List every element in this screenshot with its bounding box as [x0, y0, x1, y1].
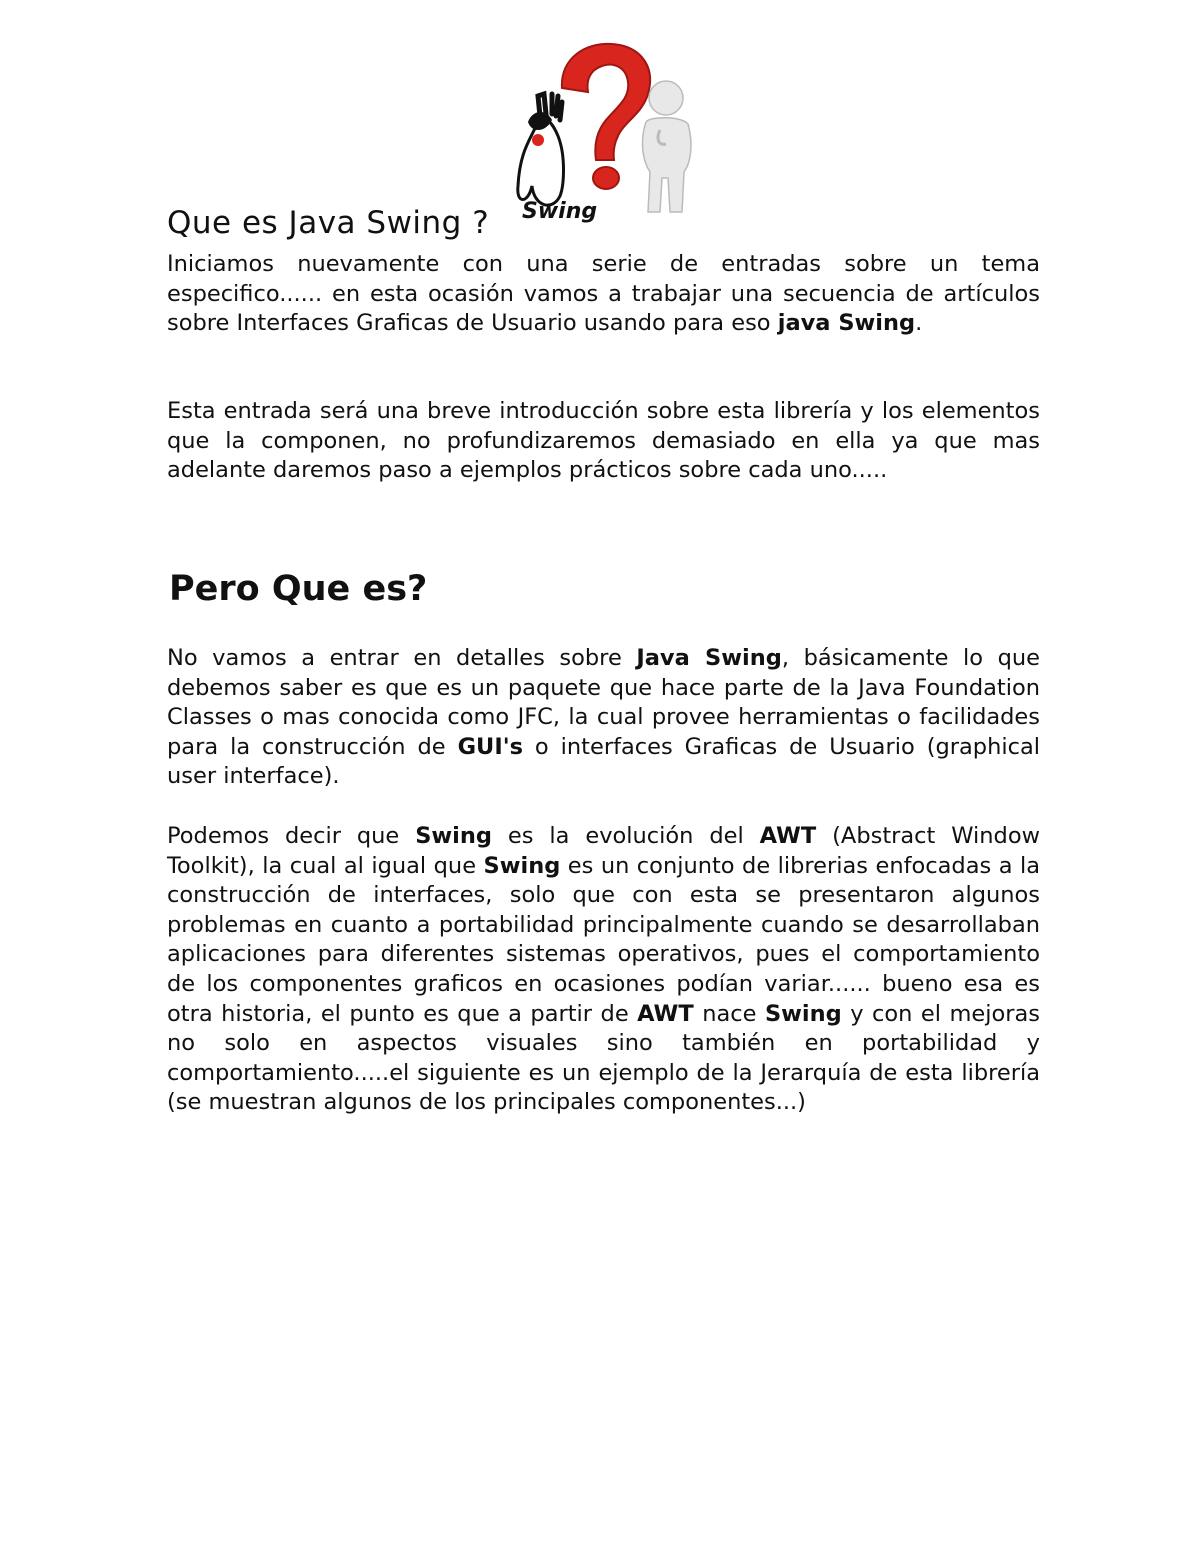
def-text-2: , básicamente lo que debemos saber es que es un paquete que hace parte de la Java Foundation Classes o mas conocida como JFC, la cual provee herramientas o facilidades para la construcción de	[167, 645, 1040, 760]
java-swing-logo	[500, 36, 710, 236]
question-mark-icon	[562, 44, 650, 160]
awt-text-1: Podemos decir que	[167, 823, 416, 849]
awt-bold-4: AWT	[637, 1000, 694, 1027]
def-text-3: o interfaces Graficas de Usuario (graphical user interface).	[167, 733, 1040, 790]
awt-bold-2: AWT	[759, 823, 817, 849]
page-title: Que es Java Swing ?	[167, 205, 490, 241]
logo-label: Swing	[522, 199, 598, 224]
awt-text-2: es la evolución del	[492, 823, 760, 849]
intro-text-2: .	[915, 310, 923, 337]
awt-text-6: y con el mejoras no solo en aspectos visuales sino también en portabilidad y comportamiento.....el siguiente es un ejemplo de la Jerarquía de esta librería (se muestran algunos de los principales componentes...)	[167, 1000, 1040, 1116]
question-dot-icon	[593, 167, 619, 189]
awt-bold-5: Swing	[764, 1000, 842, 1027]
def-bold-1: Java Swing	[636, 645, 782, 671]
awt-text-3: (Abstract Window Toolkit), la cual al igual que	[167, 823, 1041, 879]
intro-paragraph-2	[167, 397, 1040, 486]
thinking-person-icon	[643, 81, 691, 212]
awt-text-5: nace	[693, 1000, 765, 1027]
intro2-text: Esta entrada será una breve introducción sobre esta librería y los elementos que la componen, no profundizaremos demasiado en ella ya que mas adelante daremos paso a ejemplos prácticos sobre cada uno.....	[167, 398, 1040, 484]
awt-bold-3: Swing	[483, 852, 561, 879]
awt-bold-1: Swing	[415, 823, 493, 849]
awt-paragraph	[167, 822, 1040, 1118]
def-bold-2: GUI's	[457, 733, 523, 760]
duke-mascot-icon	[518, 94, 564, 205]
intro-paragraph	[167, 250, 1040, 339]
intro-bold-1: java Swing	[777, 310, 916, 337]
definition-paragraph	[167, 644, 1040, 792]
awt-text-4: es un conjunto de librerias enfocadas a la construcción de interfaces, solo que con esta se presentaron algunos problemas en cuanto a portabilidad principalmente cuando se desarrollaban aplicaciones para diferentes sistemas operativos, pues el comportamiento de los componentes graficos en ocasiones podían variar...... bueno esa es otra historia, el punto es que a partir de	[167, 852, 1040, 1027]
def-text-1: No vamos a entrar en detalles sobre	[167, 645, 637, 671]
section-heading: Pero Que es?	[169, 569, 428, 609]
intro-text-1: Iniciamos nuevamente con una serie de entradas sobre un tema especifico...... en esta ocasión vamos a trabajar una secuencia de artículos sobre Interfaces Graficas de Usuario usando para eso	[167, 251, 1040, 337]
